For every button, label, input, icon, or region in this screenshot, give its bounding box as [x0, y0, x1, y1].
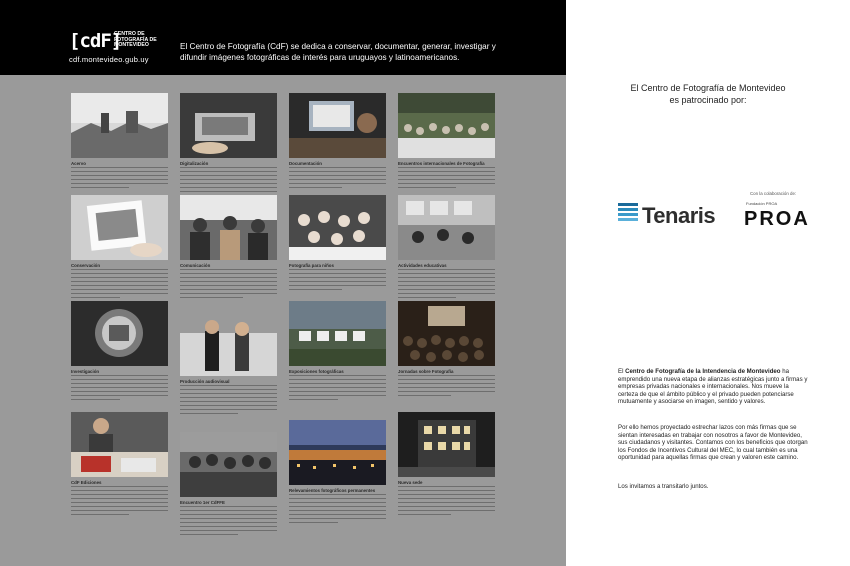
cell-body — [398, 269, 495, 301]
photo-nueva-sede — [398, 412, 495, 477]
cell-title: Producción audiovisual — [180, 379, 230, 384]
photo-acervo — [71, 93, 168, 158]
cell-body — [289, 375, 386, 403]
cell-title: Conservación — [71, 263, 101, 268]
proa-foundation-label: Fundación PROA — [746, 201, 778, 206]
invitation-paragraph: Los invitamos a transitarlo juntos. — [618, 483, 709, 490]
photo-cdf-ediciones — [71, 412, 168, 477]
cell-body — [289, 269, 386, 293]
cell-title: Fotografía para niños — [289, 263, 334, 268]
para1-post: ha emprendido una nueva etapa de alianzas estratégicas junto a firmas y empresas privadas nacionales e internacionales. Nos mueve la certeza de que el ámbito público y el privado pueden potenciarse mutuamente y asociarse en imagen, sentido y valores. — [618, 368, 808, 406]
tenaris-mark-icon — [618, 203, 638, 228]
cell-title: Investigación — [71, 369, 100, 374]
para1-pre: El — [618, 368, 626, 375]
cell-title: Encuentro 1er CdFFE — [180, 500, 225, 505]
photo-encuentro-cdffe — [180, 432, 277, 497]
cell-title: Relevamientos fotográficos permanentes — [289, 488, 376, 493]
para1-bold: Centro de Fotografía de la Intendencia de Montevideo — [625, 368, 781, 375]
cell-title: Digitalización — [180, 161, 209, 166]
photo-jornadas — [398, 301, 495, 366]
cell-body — [71, 486, 168, 518]
cell-body — [398, 375, 495, 399]
cell-body — [180, 385, 277, 417]
photo-conservacion — [71, 195, 168, 260]
site-url[interactable]: cdf.montevideo.gub.uy — [69, 55, 149, 64]
cell-body — [180, 269, 277, 301]
cell-body — [180, 506, 277, 538]
cell-body — [398, 167, 495, 191]
logo-mark: [cdF] — [69, 30, 122, 52]
cell-title: CdF Ediciones — [71, 480, 102, 485]
photo-fotografia-ninos — [289, 195, 386, 260]
photo-documentacion — [289, 93, 386, 158]
sponsor-title-line2: es patrocinado por: — [669, 94, 747, 105]
photo-produccion-audiovisual — [180, 311, 277, 376]
cell-title: Acervo — [71, 161, 86, 166]
cell-body — [289, 494, 386, 526]
cell-title: Actividades educativas — [398, 263, 447, 268]
cell-title: Jornadas sobre Fotografía — [398, 369, 454, 374]
photo-encuentros — [398, 93, 495, 158]
sponsor-title — [566, 83, 850, 106]
cell-body — [71, 375, 168, 403]
alliance-paragraph — [618, 368, 808, 406]
photo-investigacion — [71, 301, 168, 366]
cell-body — [71, 167, 168, 191]
photo-actividades-educativas — [398, 195, 495, 260]
photo-comunicacion — [180, 195, 277, 260]
photo-exposiciones — [289, 301, 386, 366]
cell-title: Nueva sede — [398, 480, 423, 485]
proa-wordmark: PROA — [744, 208, 810, 230]
right-panel — [566, 0, 850, 566]
cell-body — [398, 486, 495, 518]
cell-body — [71, 269, 168, 301]
photo-digitalizacion — [180, 93, 277, 158]
cell-title: Documentación — [289, 161, 322, 166]
sponsor-title-line1: El Centro de Fotografía de Montevideo — [630, 83, 786, 93]
collab-label: Con la colaboración de: — [750, 191, 797, 196]
cell-title: Encuentros internacionales de Fotografía — [398, 161, 485, 166]
photo-relevamientos — [289, 420, 386, 485]
cell-body — [289, 167, 386, 191]
cell-title: Comunicación — [180, 263, 211, 268]
header-bar — [0, 0, 566, 75]
logo-text: CENTRO DE FOTOGRAFÍA DE MONTEVIDEO — [114, 31, 157, 49]
cell-title: Exposiciones fotográficas — [289, 369, 344, 374]
firms-paragraph: Por ello hemos proyectado estrechar lazos con más firmas que se sientan interesadas en trabajar con nosotros a favor de Montevideo, sus ciudadanos y visitantes. Contamos con los beneficios que otorgan los Fondos de Incentivos Cultural del MEC, lo cual también es una oportunidad para aquellas firmas que crean y valoren este camino. — [618, 424, 808, 462]
tagline: El Centro de Fotografía (CdF) se dedica a conservar, documentar, generar, investigar y difundir imágenes fotográficas de interés para uruguayos y latinoamericanos. — [180, 42, 496, 62]
tenaris-wordmark: Tenaris — [642, 203, 716, 228]
